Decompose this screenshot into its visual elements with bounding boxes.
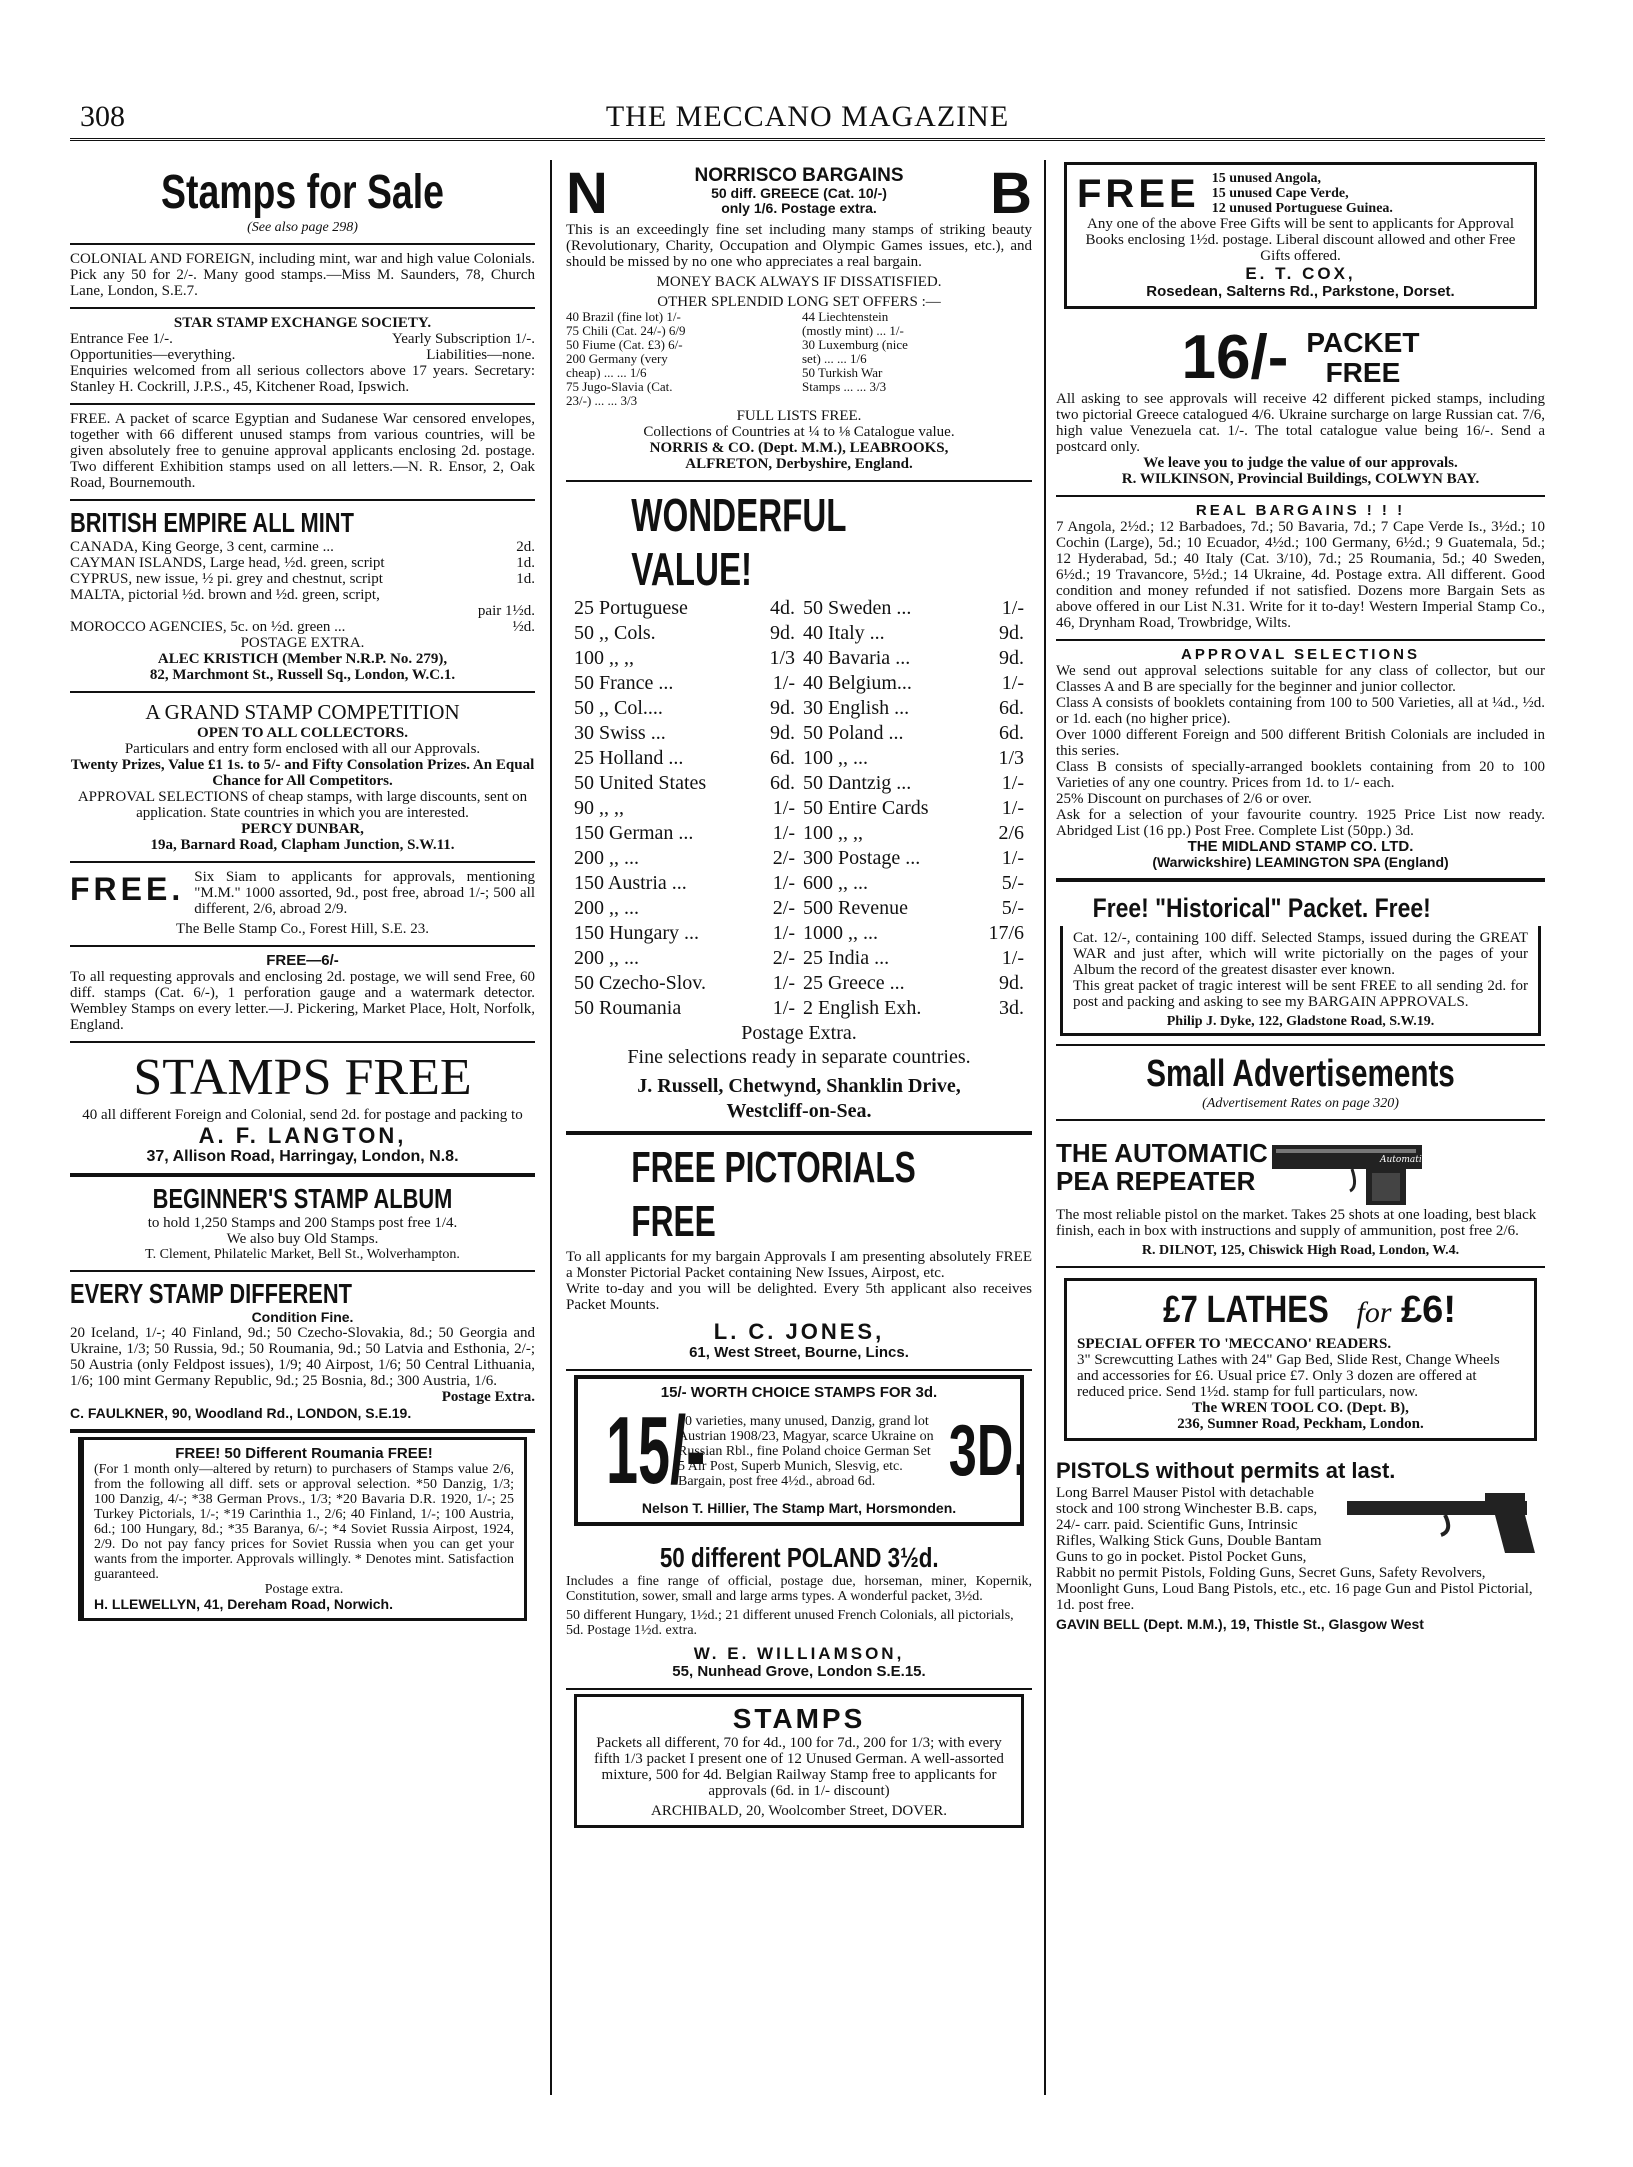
packet-price: 5/- xyxy=(1001,872,1024,894)
ad-colonial-foreign: COLONIAL AND FOREIGN, including mint, war and high value Colonials. Pick any 50 for 2/-. Many good stamps.—Miss M. Saunders, 78, Church Lane, London, S.E.7. xyxy=(70,245,535,309)
ad-title-price: £6! xyxy=(1401,1289,1456,1331)
ad-body: Any one of the above Free Gifts will be sent to applicants for Approval Books enclosing 1½d. postage. Liberal discount allowed and other Free Gifts offered. xyxy=(1085,216,1516,264)
packet-price: 6d. xyxy=(999,697,1024,719)
price-row xyxy=(574,971,795,996)
ad-body: This is an exceedingly fine set including many stamps of striking beauty (Revolutionary, Charity, Occupation and Olympic Games issues, etc.), and should be missed by no one who appreciates a real bargain. xyxy=(566,222,1032,270)
price-row xyxy=(803,621,1024,646)
advertiser-name: The WREN TOOL CO. (Dept. B), xyxy=(1192,1400,1409,1416)
packet-price: 1/3 xyxy=(769,647,795,669)
packet-price: 4d. xyxy=(770,597,795,619)
big-price-right: 3D. xyxy=(948,1411,1028,1491)
packet-name: 50 ,, Cols. xyxy=(574,622,656,644)
column-middle xyxy=(566,160,1032,2095)
advertiser-address: ALFRETON, Derbyshire, England. xyxy=(685,456,913,472)
ad-body: All asking to see approvals will receive 42 different picked stamps, including two pictorial Greece catalogued 4/6. Ukraine surcharge on large Russian cat. 7/6, high value Venezuela cat. 1/-. The total catalogue value being 16/-. Send a postcard only. xyxy=(1056,391,1545,455)
ad-body: Write to-day and you will be delighted. Every 5th applicant also receives Packet Mounts. xyxy=(566,1281,1032,1313)
offers-left xyxy=(566,310,796,408)
ad-subtitle: OPEN TO ALL COLLECTORS. xyxy=(197,725,408,741)
advertiser-name: NORRIS & CO. (Dept. M.M.), LEABROOKS, xyxy=(649,440,949,456)
ad-body: Particulars and entry form enclosed with all our Approvals. xyxy=(124,741,481,757)
packet-word: PACKET xyxy=(1306,327,1420,358)
packet-name: 40 Bavaria ... xyxy=(803,647,911,669)
item-name: MALTA, pictorial ½d. brown and ½d. green, script, xyxy=(70,587,380,603)
price-row xyxy=(574,646,795,671)
column-right xyxy=(1056,160,1545,2095)
ad-title: 15/- WORTH CHOICE STAMPS FOR 3d. xyxy=(660,1384,938,1401)
ad-title: FREE—6/- xyxy=(266,952,339,969)
packet-price: 1/- xyxy=(772,797,795,819)
packet-name: 50 Poland ... xyxy=(803,722,904,744)
ad-subtitle: SPECIAL OFFER TO 'MECCANO' READERS. xyxy=(1077,1336,1392,1352)
price-row xyxy=(574,871,795,896)
page-number: 308 xyxy=(80,100,125,133)
packet-name: 150 Hungary ... xyxy=(574,922,699,944)
ad-title-for: for xyxy=(1356,1296,1392,1329)
stamps-for-sale-heading xyxy=(70,160,535,245)
item-name: CANADA, King George, 3 cent, carmine ... xyxy=(70,539,334,555)
ad-subtitle: only 1/6. Postage extra. xyxy=(721,200,877,216)
ad-title: THE AUTOMATIC xyxy=(1056,1138,1268,1168)
ad-star-stamp-exchange xyxy=(70,309,535,405)
free-item: 12 unused Portuguese Guinea. xyxy=(1211,201,1393,216)
packet-name: 500 Revenue xyxy=(803,897,908,919)
packet-name: 30 Swiss ... xyxy=(574,722,666,744)
ad-pistols xyxy=(1056,1451,1545,1640)
offer-item: 50 Turkish War xyxy=(802,365,883,380)
pistol-label: Automatic xyxy=(1379,1155,1427,1165)
postage-note: Postage Extra. xyxy=(441,1389,535,1405)
packet-name: 25 India ... xyxy=(803,947,890,969)
ad-title: Free! "Historical" Packet. Free! xyxy=(1092,893,1431,923)
ad-cox xyxy=(1064,162,1537,309)
price-row xyxy=(803,971,1024,996)
ad-fifteen-shillings xyxy=(574,1375,1028,1526)
offer-item: 200 Germany (very xyxy=(566,351,668,366)
advertiser-address: J. Russell, Chetwynd, Shanklin Drive, xyxy=(637,1075,961,1097)
ad-title: FREE! 50 Different Roumania FREE! xyxy=(175,1445,433,1462)
offer-item: 75 Chili (Cat. 24/-) 6/9 xyxy=(566,323,686,338)
ad-body: Includes a fine range of official, postage due, horseman, miner, Kopernik, Constitution, sower, small and large arms types. A wonderful packet, 3½d. xyxy=(566,1574,1032,1604)
offer-item: Stamps ... ... 3/3 xyxy=(802,379,887,394)
ad-body: Ask for a selection of your favourite country. 1925 Price List now ready. Abridged List (16 pp.) Post Free. Complete List (50pp.) 3d. xyxy=(1056,807,1545,839)
packet-price: 1/- xyxy=(1001,597,1024,619)
price-row xyxy=(803,996,1024,1021)
free-word: FREE xyxy=(1325,357,1401,388)
free-items xyxy=(1212,171,1393,216)
packet-price: 1/- xyxy=(1001,772,1024,794)
packet-name: 50 Sweden ... xyxy=(803,597,912,619)
packet-price: 5/- xyxy=(1001,897,1024,919)
packet-price: 1/- xyxy=(772,872,795,894)
ad-egyptian-envelopes: FREE. A packet of scarce Egyptian and Sudanese War censored envelopes, together with 66 different unused stamps from various countries, will be given absolutely free to genuine approval applicants enclosing 2d. postage. Two different Exhibition stamps used on all letters.—N. R. Ensor, 2, Oak Road, Bournemouth. xyxy=(70,405,535,501)
price-row xyxy=(574,896,795,921)
packet-name: 600 ,, ... xyxy=(803,872,868,894)
item-name: CYPRUS, new issue, ½ pi. grey and chestnut, script xyxy=(70,571,383,587)
big-letter-b: B xyxy=(990,161,1032,226)
ad-body: Cat. 12/-, containing 100 diff. Selected Stamps, issued during the GREAT WAR and just after, which will write pictorially on the pages of your Album the record of the greatest disaster ever known. xyxy=(1073,930,1528,978)
advertiser-address: GAVIN BELL (Dept. M.M.), 19, Thistle St., Glasgow West xyxy=(1056,1616,1424,1632)
wonderful-left-list xyxy=(574,596,795,1021)
packet-name: 30 English ... xyxy=(803,697,910,719)
ad-title: BRITISH EMPIRE ALL MINT xyxy=(70,507,354,538)
packet-name: 100 ,, ... xyxy=(803,747,868,769)
packet-price: 2/- xyxy=(772,947,795,969)
ad-british-empire xyxy=(70,501,535,693)
offer-item: set) ... ... 1/6 xyxy=(802,351,867,366)
ad-norrisco xyxy=(566,160,1032,482)
ad-stamps-archibald xyxy=(574,1694,1024,1828)
offer-item: 75 Jugo-Slavia (Cat. xyxy=(566,379,673,394)
packet-name: 25 Greece ... xyxy=(803,972,905,994)
free-item: 15 unused Cape Verde, xyxy=(1211,186,1349,201)
ad-body: Over 1000 different Foreign and 500 different British Colonials are included in this series. xyxy=(1056,727,1545,759)
pistol-icon xyxy=(1268,1127,1438,1207)
ad-body: APPROVAL SELECTIONS of cheap stamps, with large discounts, sent on application. State countries in which you are interested. xyxy=(77,789,528,821)
price-row xyxy=(803,696,1024,721)
ad-poland xyxy=(566,1536,1032,1690)
wonderful-grid xyxy=(566,596,1032,1021)
ad-body: 20 Iceland, 1/-; 40 Finland, 9d.; 50 Czecho-Slovakia, 8d.; 50 Georgia and Ukraine, 1/3; 50 Russia, 9d.; 50 Roumania, 9d.; 50 Latvia and Esthonia, 2/-; 50 Austria (only Feldpost issues), 1/9; 40 Airpost, 1/6; 50 Central Lithuania, 1/6; 100 mint Germany Republic, 9d.; 25 Bosnia, 8d.; 300 Austria, 1/6. xyxy=(70,1325,535,1389)
packet-price: 1/- xyxy=(772,997,795,1019)
packet-name: 50 United States xyxy=(574,772,707,794)
advertiser-name: ALEC KRISTICH (Member N.R.P. No. 279), xyxy=(157,651,448,667)
ad-body: To all requesting approvals and enclosing 2d. postage, we will send Free, 60 diff. stamps (Cat. 6/-), 1 perforation gauge and a watermark detector. Wembley Stamps on every letter.—J. Pickering, Market Place, Holt, Norfolk, England. xyxy=(70,969,535,1033)
ad-free-siam xyxy=(70,863,535,947)
packet-name: 25 Holland ... xyxy=(574,747,684,769)
price-row xyxy=(803,846,1024,871)
item-name: MOROCCO AGENCIES, 5c. on ½d. green ... xyxy=(70,619,346,635)
ad-body: Six Siam to applicants for approvals, mentioning "M.M." 1000 assorted, 9d., post free, abroad 1/-; 500 all different, 2/6, abroad 2/9. xyxy=(194,869,535,917)
ad-body: 40 all different Foreign and Colonial, send 2d. for postage and packing to xyxy=(82,1107,523,1123)
wonderful-right-list xyxy=(803,596,1024,1021)
advertiser-address: 19a, Barnard Road, Clapham Junction, S.W.11. xyxy=(150,837,455,853)
advertiser-address: Rosedean, Salterns Rd., Parkstone, Dorset. xyxy=(1146,283,1455,300)
packet-price: 9d. xyxy=(770,697,795,719)
ad-title: PISTOLS without permits at last. xyxy=(1056,1458,1396,1483)
advertiser-address: R. DILNOT, 125, Chiswick High Road, London, W.4. xyxy=(1141,1243,1460,1258)
advertiser-name: W. E. WILLIAMSON, xyxy=(693,1644,905,1663)
ad-body: 25% Discount on purchases of 2/6 or over. xyxy=(1056,791,1312,807)
ad-body: Class B consists of specially-arranged booklets containing from 20 to 100 Varieties of any one country. Prices from 1d. to 1/- each. xyxy=(1056,759,1545,791)
yearly-subscription: Yearly Subscription 1/-. xyxy=(391,331,535,347)
packet-price: 3d. xyxy=(999,997,1024,1019)
advertiser-address: Westcliff-on-Sea. xyxy=(726,1100,872,1122)
ad-body: To all applicants for my bargain Approvals I am presenting absolutely FREE a Monster Pictorial Packet containing New Issues, Airpost, etc. xyxy=(566,1249,1032,1281)
price-row xyxy=(803,746,1024,771)
packet-price: 1/- xyxy=(772,672,795,694)
packet-price: 9d. xyxy=(770,722,795,744)
advertiser-name: THE MIDLAND STAMP CO. LTD. xyxy=(1187,838,1414,855)
ad-subtitle: 50 diff. GREECE (Cat. 10/-) xyxy=(711,185,887,201)
ad-pea-repeater xyxy=(1056,1121,1545,1268)
price-row xyxy=(803,671,1024,696)
packet-price: 6d. xyxy=(770,772,795,794)
advertiser-name: L. C. JONES, xyxy=(713,1319,885,1344)
ad-title: 50 different POLAND 3½d. xyxy=(659,1542,939,1573)
price-row xyxy=(574,821,795,846)
price-row xyxy=(574,721,795,746)
column-left xyxy=(70,160,535,2095)
ad-roumania xyxy=(78,1437,527,1621)
item-price: 1d. xyxy=(516,555,535,571)
packet-price: 6d. xyxy=(999,722,1024,744)
price-row xyxy=(574,596,795,621)
price-row xyxy=(574,696,795,721)
price-row xyxy=(574,846,795,871)
full-lists: FULL LISTS FREE. xyxy=(736,408,862,424)
column-divider xyxy=(1044,160,1046,2095)
ad-body: We also buy Old Stamps. xyxy=(226,1231,379,1247)
collections-note: Collections of Countries at ¼ to ⅛ Catalogue value. xyxy=(643,424,955,440)
mauser-pistol-icon xyxy=(1345,1487,1545,1557)
fine-selections: Fine selections ready in separate countries. xyxy=(627,1046,971,1068)
advertiser-address: H. LLEWELLYN, 41, Dereham Road, Norwich. xyxy=(94,1596,393,1612)
advertiser-name: PERCY DUNBAR, xyxy=(241,821,364,837)
offer-item: 40 Brazil (fine lot) 1/- xyxy=(566,309,681,324)
ad-title: EVERY STAMP DIFFERENT xyxy=(70,1278,352,1309)
price-row xyxy=(574,946,795,971)
ad-beginners-album xyxy=(70,1177,535,1272)
advertiser-address: 55, Nunhead Grove, London S.E.15. xyxy=(672,1663,926,1680)
advertiser-address: 37, Allison Road, Harringay, London, N.8. xyxy=(146,1148,459,1165)
ad-lathes xyxy=(1064,1278,1537,1441)
price-row xyxy=(803,721,1024,746)
packet-price: 2/- xyxy=(772,847,795,869)
price-row xyxy=(803,796,1024,821)
price-row xyxy=(803,646,1024,671)
postage-note: Postage Extra. xyxy=(741,1022,857,1044)
packet-price: 17/6 xyxy=(988,922,1024,944)
postage-note: Postage extra. xyxy=(264,1582,344,1597)
page-header xyxy=(70,98,1545,141)
price-row xyxy=(574,671,795,696)
packet-name: 200 ,, ... xyxy=(574,847,639,869)
ad-title: BEGINNER'S STAMP ALBUM xyxy=(152,1183,453,1214)
advertiser-address: C. FAULKNER, 90, Woodland Rd., LONDON, S.E.19. xyxy=(70,1405,412,1421)
packet-price: 1/- xyxy=(772,822,795,844)
ad-title: NORRISCO BARGAINS xyxy=(694,165,904,186)
entrance-fee: Entrance Fee 1/-. xyxy=(70,331,173,347)
packet-name: 150 German ... xyxy=(574,822,694,844)
ad-wilkinson xyxy=(1056,319,1545,497)
packet-name: 50 France ... xyxy=(574,672,674,694)
advertiser-name: A. F. LANGTON, xyxy=(198,1123,407,1148)
ad-body: 7 Angola, 2½d.; 12 Barbadoes, 7d.; 50 Bavaria, 7d.; 7 Cape Verde Is., 3½d.; 10 Cochin (Large), 5d.; 10 Ecuador, 4½d.; 100 Germany, 6½d.; 9 Guatemala, 5d.; 12 Hyderabad, 5d.; 40 Italy (Cat. 3/10), 7d.; 25 Roumania, 5d.; 40 Sweden, 6½d.; 19 Travancore, 5½d.; 14 Ukraine, 4d. Postage extra. All different. Good condition and money refunded if not satisfied. Dozens more Bargain Sets as above offered in our List N.31. Write for it to-day! Western Imperial Stamp Co., 46, Drynham Road, Trowbridge, Wilts. xyxy=(1056,519,1545,631)
liabilities: Liabilities—none. xyxy=(426,347,535,363)
price-row xyxy=(803,921,1024,946)
postage-note: POSTAGE EXTRA. xyxy=(240,635,365,651)
magazine-title: THE MECCANO MAGAZINE xyxy=(605,100,1010,133)
advertiser-address: The Belle Stamp Co., Forest Hill, S.E. 23. xyxy=(176,921,429,937)
offer-item: (mostly mint) ... 1/- xyxy=(802,323,904,338)
packet-price: 9d. xyxy=(999,972,1024,994)
price-row xyxy=(574,621,795,646)
free-word: FREE xyxy=(1077,171,1200,216)
opportunities: Opportunities—everything. xyxy=(70,347,236,363)
ad-free-pictorials xyxy=(566,1135,1032,1371)
packet-name: 40 Italy ... xyxy=(803,622,885,644)
advertiser-name: E. T. COX, xyxy=(1245,264,1356,283)
packet-price: 9d. xyxy=(770,622,795,644)
ad-body: This great packet of tragic interest will be sent FREE to all sending 2d. for post and packing and asking to see my BARGAIN APPROVALS. xyxy=(1073,978,1528,1010)
big-price: 16/- xyxy=(1181,323,1289,392)
ad-body: Enquiries welcomed from all serious collectors above 17 years. Secretary: Stanley H. Cockrill, J.P.S., 45, Kitchener Road, Ipswich. xyxy=(70,363,535,395)
packet-name: 50 ,, Col.... xyxy=(574,697,663,719)
ad-real-bargains xyxy=(1056,497,1545,641)
price-row xyxy=(574,996,795,1021)
ad-body: to hold 1,250 Stamps and 200 Stamps post free 1/4. xyxy=(147,1215,458,1231)
packet-price: 1/- xyxy=(772,972,795,994)
small-ads-heading xyxy=(1056,1046,1545,1121)
judge-note: We leave you to judge the value of our approvals. xyxy=(1143,455,1458,471)
packet-name: 50 Czecho-Slov. xyxy=(574,972,707,994)
offer-item: 44 Liechtenstein xyxy=(802,309,889,324)
ad-title: STAMPS xyxy=(732,1703,866,1734)
price-row xyxy=(803,946,1024,971)
packet-name: 50 Dantzig ... xyxy=(803,772,912,794)
ad-historical-packet xyxy=(1056,882,1545,1046)
advertiser-address: 61, West Street, Bourne, Lincs. xyxy=(689,1344,909,1361)
money-back: MONEY BACK ALWAYS IF DISSATISFIED. xyxy=(656,274,942,290)
ad-title: PEA REPEATER xyxy=(1056,1166,1256,1196)
ad-every-stamp-different xyxy=(70,1272,535,1433)
offers-right xyxy=(802,310,1032,408)
offer-item: cheap) ... ... 1/6 xyxy=(566,365,647,380)
item-price: ½d. xyxy=(512,619,535,635)
free-item: 15 unused Angola, xyxy=(1211,171,1322,186)
packet-price: 1/3 xyxy=(998,747,1024,769)
ad-title: FREE PICTORIALS FREE xyxy=(631,1143,916,1246)
big-price-left: 15/- xyxy=(606,1397,706,1504)
offer-item: 23/-) ... ... 3/3 xyxy=(566,393,638,408)
ad-body: Long Barrel Mauser Pistol with detachable stock and 100 strong Winchester B.B. caps, 24/- carr. paid. Scientific Guns, Intrinsic Rifles, Walking Stick Guns, Double Bantam Guns to go in pocket. Pistol Pocket Guns, Rabbit no permit Pistols, Folding Guns, Secret Guns, Safety Revolvers, Moonlight Guns, Loud Bang Pistols, etc., etc. 16 page Gun and Pistol Pictorial, 1d. post free. xyxy=(1056,1485,1533,1613)
price-row xyxy=(803,821,1024,846)
ad-body: (For 1 month only—altered by return) to purchasers of Stamps value 2/6, from the following all diff. sets or approval selection. *50 Danzig, 1/3; 100 Danzig, 4/-; *38 German Provs., 1/3; *20 Bavaria D.R. 1920, 1/-; 25 Turkey Pictorials, 1/-; *19 Carinthia 1., 2/6; 40 Finland, 1/-; 100 Austria, 6d.; 100 Hungary, 8d.; *35 Baranya, 6/-; *4 Soviet Russia Airpost, 1924, 2/9. Do not pay fancy prices for Soviet Russia when you can get your wants from the importer. Approvals willingly. * Denotes mint. Satisfaction guaranteed. xyxy=(94,1462,514,1582)
packet-name: 40 Belgium... xyxy=(803,672,912,694)
ad-body: 50 varieties, many unused, Danzig, grand lot Austrian 1908/23, Magyar, scarce Ukraine on Russian Rbl., fine Poland choice German Set 5 Air Post, Superb Munich, Slesvig, etc. Bargain, post free 4½d., abroad 6d. xyxy=(678,1413,934,1489)
packet-price: 9d. xyxy=(999,647,1024,669)
ad-title: £7 LATHES xyxy=(1163,1289,1329,1331)
packet-price: 2/6 xyxy=(998,822,1024,844)
packet-name: 200 ,, ... xyxy=(574,897,639,919)
price-row xyxy=(803,896,1024,921)
packet-name: 100 ,, ,, xyxy=(803,822,863,844)
ad-grand-competition xyxy=(70,693,535,863)
packet-name: 100 ,, ,, xyxy=(574,647,634,669)
price-row xyxy=(574,746,795,771)
packet-price: 2/- xyxy=(772,897,795,919)
column-divider xyxy=(550,160,552,2095)
ad-stamps-free xyxy=(70,1043,535,1177)
advertiser-address: (Warwickshire) LEAMINGTON SPA (England) xyxy=(1152,854,1449,870)
item-price: 2d. xyxy=(516,539,535,555)
packet-name: 50 Entire Cards xyxy=(803,797,929,819)
packet-price: 6d. xyxy=(770,747,795,769)
ad-body: 50 different Hungary, 1½d.; 21 different unused French Colonials, all pictorials, 5d. Postage 1½d. extra. xyxy=(566,1608,1014,1638)
packet-name: 1000 ,, ... xyxy=(803,922,878,944)
packet-price: 1/- xyxy=(1001,847,1024,869)
ad-subtitle: Condition Fine. xyxy=(251,1309,354,1325)
ad-body: Packets all different, 70 for 4d., 100 for 7d., 200 for 1/3; with every fifth 1/3 packet I present one of 12 Unused German. A well-assorted mixture, 500 for 4d. Belgian Railway Stamp free to applicants for approvals (6d. in 1/- discount) xyxy=(594,1735,1004,1799)
packet-name: 2 English Exh. xyxy=(803,997,922,1019)
advertiser-address: ARCHIBALD, 20, Woolcomber Street, DOVER. xyxy=(651,1803,947,1819)
ad-midland xyxy=(1056,641,1545,882)
advertiser-address: R. WILKINSON, Provincial Buildings, COLWYN BAY. xyxy=(1121,471,1480,487)
advertiser-address: 236, Sumner Road, Peckham, London. xyxy=(1177,1416,1424,1432)
ad-body: Class A consists of booklets containing from 100 to 500 Varieties, all at ¼d., ½d. or 1d. each (no higher price). xyxy=(1056,695,1545,727)
ad-title: A GRAND STAMP COMPETITION xyxy=(145,700,460,724)
packet-name: 25 Portuguese xyxy=(574,597,688,619)
ad-body: 3" Screwcutting Lathes with 24" Gap Bed, Slide Rest, Change Wheels and accessories for £6. Usual price £7. Only 3 dozen are offered at reduced price. Send 1½d. stamp for full particulars, now. xyxy=(1077,1352,1500,1400)
ad-wonderful-value xyxy=(566,482,1032,1135)
packet-price: 1/- xyxy=(772,922,795,944)
item-price: 1d. xyxy=(516,571,535,587)
offers-grid xyxy=(566,310,1032,408)
ad-body: The most reliable pistol on the market. Takes 25 shots at one loading, best black finish, each in box with instructions and supply of ammunition, post free 2/6. xyxy=(1056,1207,1537,1239)
packet-name: 90 ,, ,, xyxy=(574,797,624,819)
packet-price: 1/- xyxy=(1001,672,1024,694)
ad-title: APPROVAL SELECTIONS xyxy=(1181,646,1420,663)
advertiser-address: T. Clement, Philatelic Market, Bell St., Wolverhampton. xyxy=(145,1247,460,1262)
offer-item: 50 Fiume (Cat. £3) 6/- xyxy=(566,337,683,352)
ad-body: We send out approval selections suitable for any class of collector, but our Classes A and B are specially for the beginner and junior collector. xyxy=(1056,663,1545,695)
ad-title: STAMPS FREE xyxy=(133,1049,472,1106)
see-also-note: (See also page 298) xyxy=(247,220,358,235)
price-row xyxy=(803,596,1024,621)
item-name: CAYMAN ISLANDS, Large head, ½d. green, script xyxy=(70,555,385,571)
advertiser-address: Philip J. Dyke, 122, Gladstone Road, S.W.19. xyxy=(1166,1014,1435,1029)
packet-price: 1/- xyxy=(1001,797,1024,819)
ad-title: WONDERFUL VALUE! xyxy=(631,489,846,595)
price-row xyxy=(803,871,1024,896)
rates-note: (Advertisement Rates on page 320) xyxy=(1202,1096,1399,1111)
packet-name: 200 ,, ... xyxy=(574,947,639,969)
packet-name: 50 Roumania xyxy=(574,997,682,1019)
price-row xyxy=(803,771,1024,796)
packet-price: 9d. xyxy=(999,622,1024,644)
price-row xyxy=(574,796,795,821)
ad-title: REAL BARGAINS ! ! ! xyxy=(1195,502,1406,519)
free-word: FREE. xyxy=(70,871,185,907)
advertiser-address: Nelson T. Hillier, The Stamp Mart, Horsmonden. xyxy=(641,1500,957,1516)
section-title: Small Advertisements xyxy=(1146,1053,1455,1095)
price-row xyxy=(574,921,795,946)
prizes-text: Twenty Prizes, Value £1 1s. to 5/- and Fifty Consolation Prizes. An Equal Chance for All Competitors. xyxy=(70,757,535,789)
section-title: Stamps for Sale xyxy=(161,166,444,219)
other-offers: OTHER SPLENDID LONG SET OFFERS :— xyxy=(657,294,941,310)
packet-name: 150 Austria ... xyxy=(574,872,687,894)
ad-title: STAR STAMP EXCHANGE SOCIETY. xyxy=(173,315,432,331)
ad-free-six xyxy=(70,947,535,1043)
packet-name: 300 Postage ... xyxy=(803,847,921,869)
offer-item: 30 Luxemburg (nice xyxy=(802,337,908,352)
packet-price: 1/- xyxy=(1001,947,1024,969)
big-letter-n: N xyxy=(566,161,608,226)
item-price: pair 1½d. xyxy=(477,603,535,619)
price-row xyxy=(574,771,795,796)
advertiser-address: 82, Marchmont St., Russell Sq., London, W.C.1. xyxy=(149,667,456,683)
